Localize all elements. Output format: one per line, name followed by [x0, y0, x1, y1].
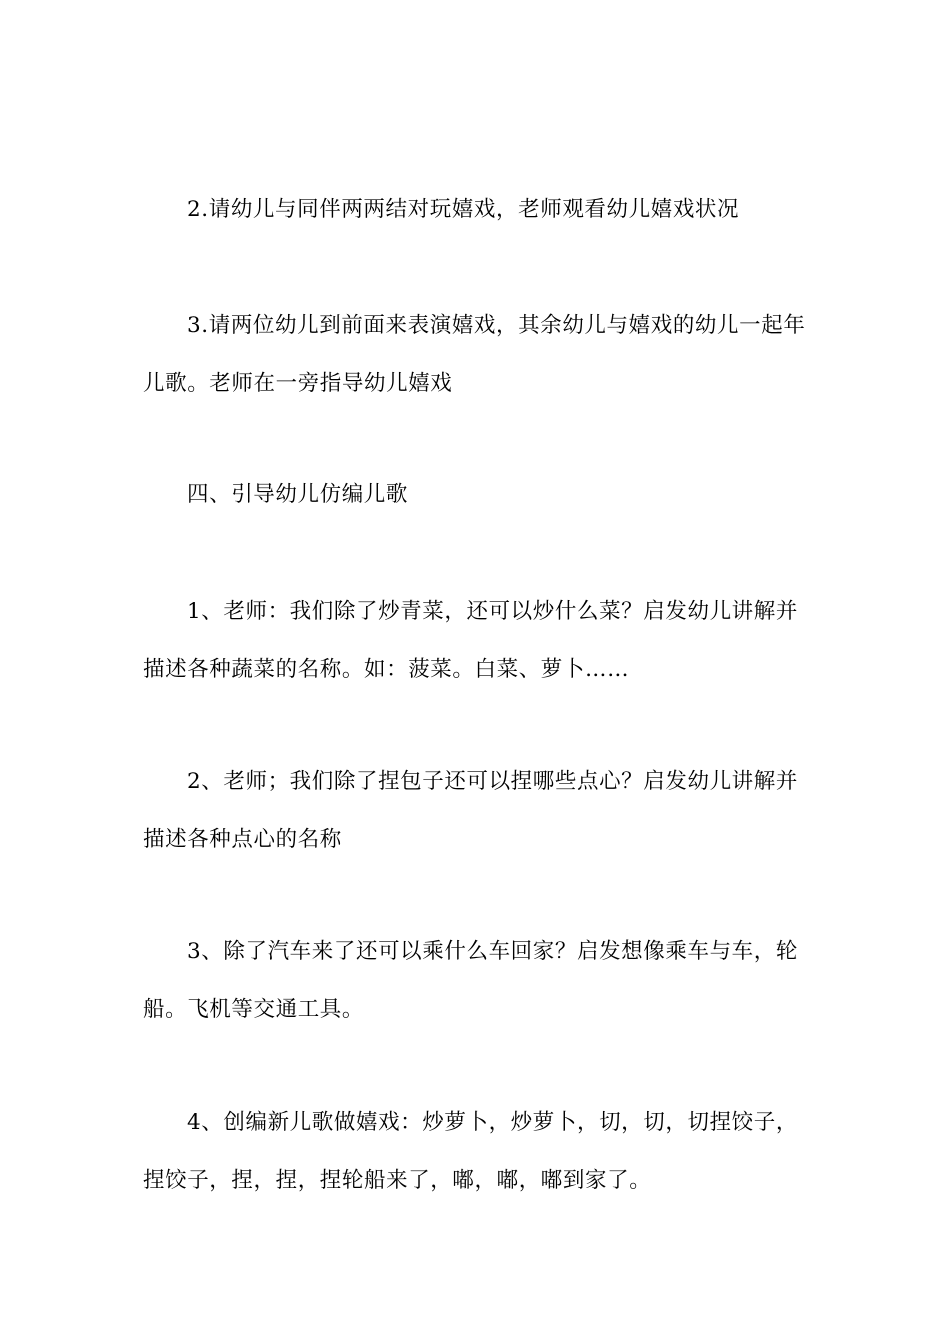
paragraph-item-4-new-rhyme: 4、创编新儿歌做嬉戏：炒萝卜，炒萝卜，切，切，切捏饺子，捏饺子，捏，捏，捏轮船来了，嘟，嘟，嘟到家了。 [143, 1110, 798, 1193]
paragraph-step-3-performance: 3.请两位幼儿到前面来表演嬉戏，其余幼儿与嬉戏的幼儿一起年儿歌。老师在一旁指导幼儿嬉戏 [143, 313, 806, 396]
paragraph-item-1-vegetables: 1、老师：我们除了炒青菜，还可以炒什么菜？启发幼儿讲解并描述各种蔬菜的名称。如：菠菜。白菜、萝卜…… [143, 599, 798, 682]
paragraph-item-2-snacks: 2、老师；我们除了捏包子还可以捏哪些点心？启发幼儿讲解并描述各种点心的名称 [143, 769, 798, 852]
paragraph-item-3-vehicles: 3、除了汽车来了还可以乘什么车回家？启发想像乘车与车，轮船。飞机等交通工具。 [143, 939, 798, 1022]
paragraph-step-2-pair-play: 2.请幼儿与同伴两两结对玩嬉戏，老师观看幼儿嬉戏状况 [187, 197, 740, 222]
section-heading-imitate-rhymes: 四、引导幼儿仿编儿歌 [187, 482, 409, 507]
